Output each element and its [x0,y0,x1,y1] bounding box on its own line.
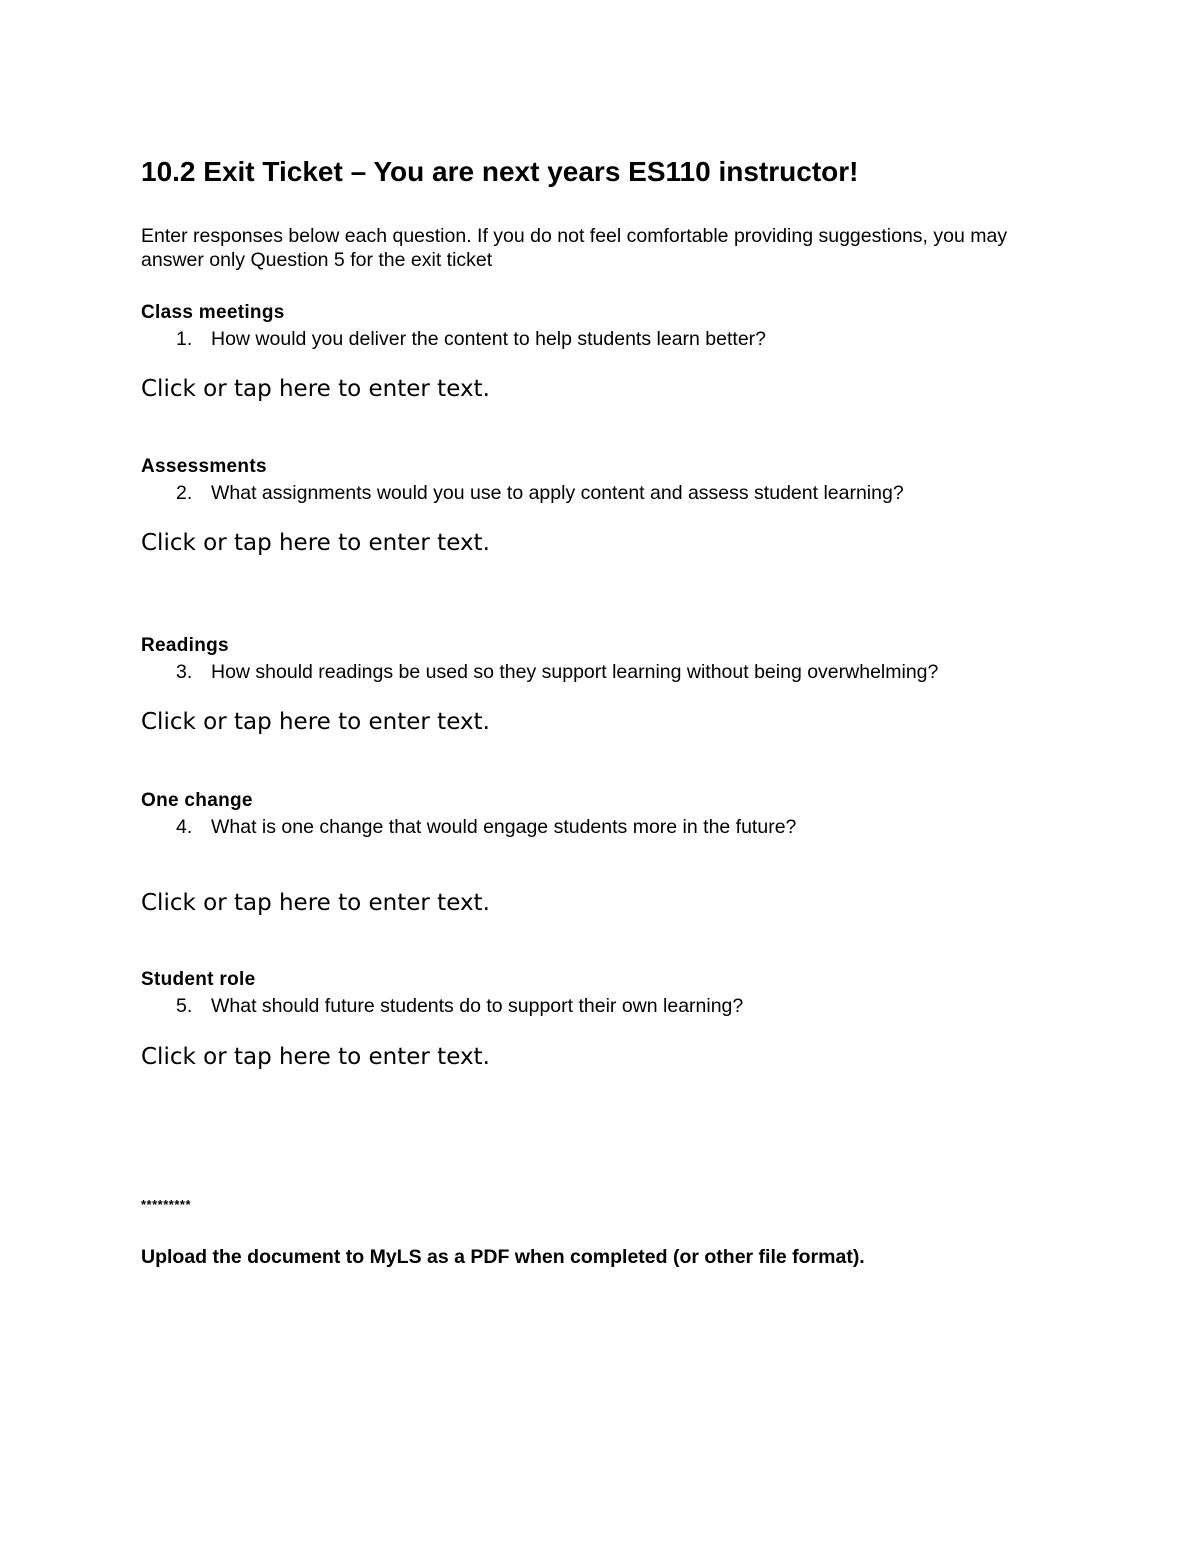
section-heading-assessments: Assessments [141,456,267,477]
question-number: 3. [176,661,193,683]
response-field-5[interactable]: Click or tap here to enter text. [141,1044,490,1070]
document-title: 10.2 Exit Ticket – You are next years ES110 instructor! [141,156,859,187]
section-heading-one-change: One change [141,790,253,811]
separator-asterisks: ********* [141,1197,192,1212]
question-text: How would you deliver the content to help students learn better? [211,328,767,350]
question-text: How should readings be used so they support learning without being overwhelming? [211,661,939,683]
section-heading-student-role: Student role [141,969,256,990]
response-field-4[interactable]: Click or tap here to enter text. [141,890,490,916]
question-4 [176,815,796,839]
question-number: 5. [176,995,193,1017]
section-heading-class-meetings: Class meetings [141,302,285,323]
question-3 [176,660,938,684]
question-text: What should future students do to support their own learning? [211,995,744,1017]
response-field-3[interactable]: Click or tap here to enter text. [141,709,490,735]
section-heading-readings: Readings [141,635,229,656]
upload-instruction: Upload the document to MyLS as a PDF when completed (or other file format). [141,1246,865,1268]
question-5 [176,994,743,1018]
question-1 [176,327,766,351]
question-number: 1. [176,328,193,350]
question-text: What is one change that would engage students more in the future? [211,816,797,838]
question-number: 2. [176,482,193,504]
response-field-2[interactable]: Click or tap here to enter text. [141,530,490,556]
instructions-text: Enter responses below each question. If you do not feel comfortable providing suggestions, you may answer only Question 5 for the exit ticket [141,225,1008,271]
question-number: 4. [176,816,193,838]
question-text: What assignments would you use to apply content and assess student learning? [211,482,904,504]
response-field-1[interactable]: Click or tap here to enter text. [141,376,490,402]
question-2 [176,481,904,505]
